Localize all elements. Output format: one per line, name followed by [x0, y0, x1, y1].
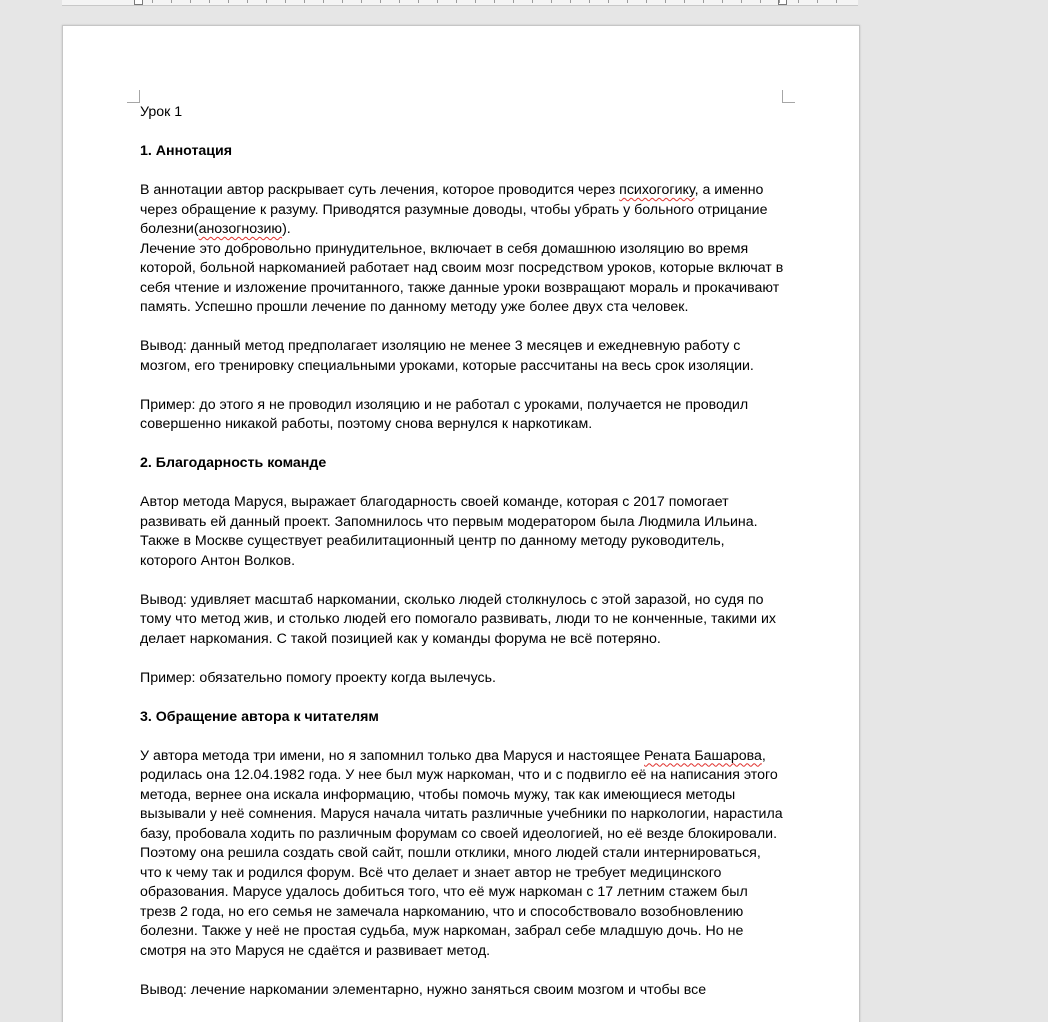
- paragraph: Автор метода Маруся, выражает благодарность своей команде, которая с 2017 помогает развивать ей данный проект. Запомнилось что первым модератором была Людмила Ильина. Также в Москве существует реабилитационный центр по данному методу руководитель, которого Антон Волков.: [140, 494, 758, 569]
- ruler-tick: [513, 0, 514, 3]
- lesson-title: Урок 1: [140, 104, 183, 120]
- section-heading-3: 3. Обращение автора к читателям: [140, 708, 379, 725]
- left-indent-marker[interactable]: [134, 0, 143, 5]
- ruler-tick: [836, 0, 837, 3]
- horizontal-ruler[interactable]: [62, 0, 858, 6]
- ruler-tick: [247, 0, 248, 3]
- ruler-tick: [684, 0, 685, 3]
- ruler-tick: [494, 0, 495, 3]
- text-run: , родилась она 12.04.1982 года. У нее был муж наркоман, что и с подвигло её на написания этого метода, вернее она искала информацию, чтобы помочь мужу, так как имеющиеся методы вызывали у неё сомнения. Маруся начала читать различные учебники по наркологии, нарастила базу, пробовала ходить по различным форумам со своей идеологией, но её везде блокировали. Поэтому она решила создать свой сайт, пошли отклики, много людей стали интернироваться, что к чему так и родился форум. Всё что делает и знает автор не требует медицинского образования. Марусе удалось добиться того, что её муж наркоман с 17 летним стажем был трезв 2 года, но его семья не замечала наркоманию, что и способствовало возобновлению болезни. Также у неё не простая судьба, муж наркоман, забрал себе младшую дочь. Но не смотря на это Маруся не сдаётся и развивает метод.: [140, 747, 783, 959]
- ruler-tick: [304, 0, 305, 3]
- ruler-tick: [627, 0, 628, 3]
- ruler-tick: [760, 0, 761, 3]
- ruler-tick: [703, 0, 704, 3]
- ruler-tick: [589, 0, 590, 3]
- ruler-tick: [285, 0, 286, 3]
- ruler-tick: [532, 0, 533, 3]
- paragraph: Пример: до этого я не проводил изоляцию и не работал с уроками, получается не проводил совершенно никакой работы, поэтому снова вернулся к наркотикам.: [140, 396, 749, 432]
- text-run: В аннотации автор раскрывает суть лечения, которое проводится через: [140, 182, 620, 198]
- spelling-error-word[interactable]: Рената Башарова: [644, 747, 762, 764]
- ruler-tick: [475, 0, 476, 3]
- ruler-tick: [266, 0, 267, 3]
- ruler-tick: [646, 0, 647, 3]
- text-run: У автора метода три имени, но я запомнил только два Маруся и настоящее: [140, 747, 645, 764]
- ruler-tick: [570, 0, 571, 3]
- text-run: ).: [282, 221, 291, 237]
- ruler-tick: [437, 0, 438, 3]
- ruler-tick: [190, 0, 191, 3]
- paragraph: Лечение это добровольно принудительное, включает в себя домашнюю изоляцию во время которой, больной наркоманией работает над своим мозг посредством уроков, которые включат в себя чтение и изложение прочитанного, также данные уроки возвращают мораль и прокачивают память. Успешно прошли лечение по данному методу уже более двух ста человек.: [140, 240, 784, 315]
- ruler-tick: [323, 0, 324, 3]
- ruler-tick: [152, 0, 153, 3]
- margin-corner-top-left: [127, 90, 140, 103]
- ruler-tick: [779, 0, 780, 3]
- paragraph: Пример: обязательно помогу проекту когда вылечусь.: [140, 669, 496, 686]
- ruler-tick: [741, 0, 742, 3]
- ruler-tick: [209, 0, 210, 3]
- text-run: , а именно через обращение к разуму. Приводятся разумные доводы, чтобы убрать у больного отрицание болезни(: [140, 182, 768, 237]
- ruler-tick: [722, 0, 723, 3]
- ruler-tick: [456, 0, 457, 3]
- spelling-error-word[interactable]: анозогнозию: [198, 221, 283, 237]
- ruler-tick: [817, 0, 818, 3]
- paragraph: Вывод: лечение наркомании элементарно, нужно заняться своим мозгом и чтобы все: [140, 981, 707, 998]
- ruler-tick: [171, 0, 172, 3]
- ruler-tick: [798, 0, 799, 3]
- margin-corner-top-right: [782, 90, 795, 103]
- ruler-tick: [380, 0, 381, 3]
- paragraph: [140, 747, 785, 962]
- ruler-tick: [342, 0, 343, 3]
- paragraph: Вывод: данный метод предполагает изоляцию не менее 3 месяцев и ежедневную работу с мозгом, его тренировку специальными уроками, которые рассчитаны на весь срок изоляции.: [140, 338, 754, 374]
- section-heading-1: 1. Аннотация: [140, 143, 233, 159]
- section-heading-2: 2. Благодарность команде: [140, 455, 327, 471]
- ruler-tick: [399, 0, 400, 3]
- ruler-tick: [228, 0, 229, 3]
- document-page[interactable]: [62, 25, 860, 1022]
- ruler-tick: [361, 0, 362, 3]
- ruler-tick: [418, 0, 419, 3]
- paragraph: [140, 181, 785, 240]
- ruler-tick: [665, 0, 666, 3]
- spelling-error-word[interactable]: психогогику: [619, 182, 695, 198]
- paragraph: Вывод: удивляет масштаб наркомании, сколько людей столкнулось с этой заразой, но судя по тому что метод жив, и столько людей его помогало развивать, люди то не конченные, такими их делает наркомания. С такой позицией как у команды форума не всё потеряно.: [140, 591, 777, 647]
- ruler-tick: [608, 0, 609, 3]
- document-body[interactable]: [140, 103, 785, 1000]
- ruler-tick: [551, 0, 552, 3]
